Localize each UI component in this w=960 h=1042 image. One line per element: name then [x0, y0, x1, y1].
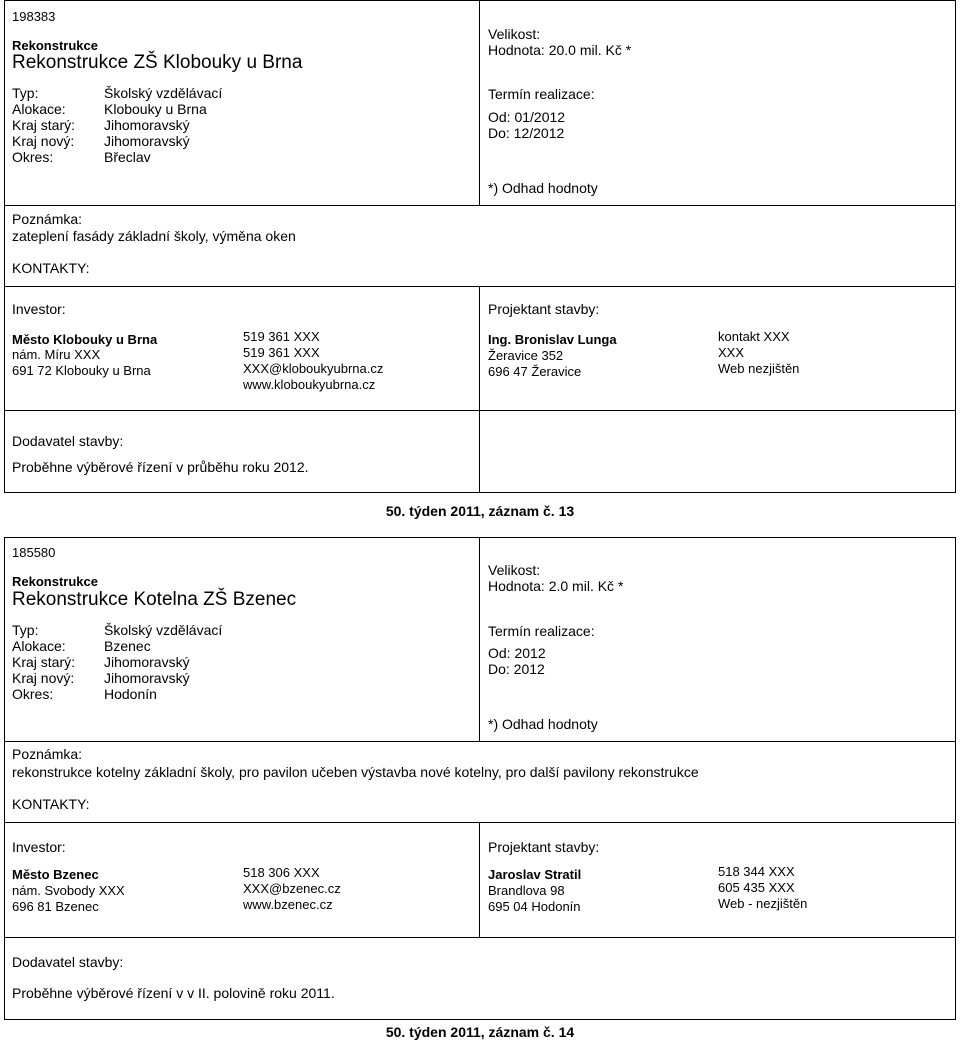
supplier-text: Proběhne výběrové řízení v v II. polovině roku 2011. — [12, 985, 335, 1001]
field-label-okres: Okres: — [12, 686, 54, 702]
field-value-kraj-novy: Jihomoravský — [104, 133, 190, 149]
size-label: Velikost: — [488, 562, 541, 578]
estimate-note: *) Odhad hodnoty — [488, 716, 598, 732]
header-divider — [4, 205, 956, 206]
investor-email: XXX@kloboukyubrna.cz — [243, 361, 384, 376]
field-label-kraj-stary: Kraj starý: — [12, 654, 76, 670]
header-vertical-divider — [479, 0, 480, 206]
contacts-label: KONTAKTY: — [12, 260, 90, 276]
designer-name: Ing. Bronislav Lunga — [488, 332, 617, 347]
designer-contact: Web nezjištěn — [718, 361, 800, 376]
designer-contact: 518 344 XXX — [718, 864, 795, 879]
field-label-kraj-novy: Kraj nový: — [12, 133, 75, 149]
contacts-vertical-divider — [479, 822, 480, 938]
designer-address-line: Brandlova 98 — [488, 883, 565, 898]
supplier-divider — [4, 410, 956, 411]
investor-address-line: 696 81 Bzenec — [12, 899, 99, 914]
designer-contact: kontakt XXX — [718, 329, 790, 344]
note-label: Poznámka: — [12, 746, 83, 762]
record-category: Rekonstrukce — [12, 38, 98, 53]
note-label: Poznámka: — [12, 211, 83, 227]
record-id: 198383 — [12, 9, 56, 24]
record-border-left — [4, 537, 5, 1020]
field-value-okres: Hodonín — [104, 686, 157, 702]
field-value-okres: Břeclav — [104, 149, 151, 165]
investor-phone: 519 361 XXX — [243, 329, 320, 344]
contacts-divider — [4, 822, 956, 823]
field-value-alokace: Klobouky u Brna — [104, 101, 207, 117]
field-label-kraj-stary: Kraj starý: — [12, 117, 76, 133]
field-value-kraj-stary: Jihomoravský — [104, 654, 190, 670]
investor-website: www.bzenec.cz — [243, 897, 333, 912]
header-vertical-divider — [479, 537, 480, 742]
record-footer: 50. týden 2011, záznam č. 14 — [385, 1024, 575, 1040]
designer-contact: Web - nezjištěn — [718, 896, 808, 911]
record-185580 — [4, 537, 956, 1027]
investor-address-line: nám. Svobody XXX — [12, 883, 125, 898]
contacts-divider — [4, 286, 956, 287]
designer-address-line: 695 04 Hodonín — [488, 899, 581, 914]
record-id: 185580 — [12, 545, 56, 560]
size-value: Hodnota: 20.0 mil. Kč * — [488, 42, 632, 58]
term-label: Termín realizace: — [488, 86, 595, 102]
field-label-alokace: Alokace: — [12, 638, 66, 654]
field-label-okres: Okres: — [12, 149, 54, 165]
designer-label: Projektant stavby: — [488, 839, 600, 855]
contacts-label: KONTAKTY: — [12, 796, 90, 812]
record-border-top — [4, 0, 956, 1]
record-title: Rekonstrukce ZŠ Klobouky u Brna — [12, 52, 303, 73]
record-border-top — [4, 537, 956, 538]
field-value-kraj-stary: Jihomoravský — [104, 117, 190, 133]
investor-address-line: nám. Míru XXX — [12, 347, 101, 362]
supplier-text: Proběhne výběrové řízení v průběhu roku 2012. — [12, 459, 309, 475]
term-label: Termín realizace: — [488, 623, 595, 639]
record-198383 — [4, 0, 956, 500]
header-divider — [4, 741, 956, 742]
field-label-typ: Typ: — [12, 85, 39, 101]
investor-name: Město Klobouky u Brna — [12, 332, 158, 347]
field-label-kraj-novy: Kraj nový: — [12, 670, 75, 686]
term-to: Do: 12/2012 — [488, 125, 565, 141]
investor-label: Investor: — [12, 301, 66, 317]
designer-name: Jaroslav Stratil — [488, 867, 582, 882]
record-border-right — [955, 0, 956, 493]
term-from: Od: 01/2012 — [488, 109, 566, 125]
designer-address-line: 696 47 Žeravice — [488, 364, 582, 379]
size-value: Hodnota: 2.0 mil. Kč * — [488, 578, 624, 594]
investor-phone: 518 306 XXX — [243, 865, 320, 880]
size-label: Velikost: — [488, 26, 541, 42]
field-value-kraj-novy: Jihomoravský — [104, 670, 190, 686]
designer-label: Projektant stavby: — [488, 301, 600, 317]
contacts-vertical-divider — [479, 286, 480, 493]
record-border-left — [4, 0, 5, 493]
record-border-bottom — [4, 1019, 956, 1020]
record-title: Rekonstrukce Kotelna ZŠ Bzenec — [12, 589, 297, 610]
field-value-typ: Školský vzdělávací — [104, 85, 223, 101]
designer-contact: 605 435 XXX — [718, 880, 795, 895]
field-value-alokace: Bzenec — [104, 638, 151, 654]
supplier-label: Dodavatel stavby: — [12, 954, 124, 970]
note-text: rekonstrukce kotelny základní školy, pro pavilon učeben výstavba nové kotelny, pro další pavilony rekonstrukce — [12, 764, 699, 780]
note-text: zateplení fasády základní školy, výměna oken — [12, 228, 296, 244]
supplier-label: Dodavatel stavby: — [12, 433, 124, 449]
record-footer: 50. týden 2011, záznam č. 13 — [385, 503, 575, 519]
investor-website: www.kloboukyubrna.cz — [243, 377, 376, 392]
record-border-right — [955, 537, 956, 1020]
investor-phone: 519 361 XXX — [243, 345, 320, 360]
term-from: Od: 2012 — [488, 645, 546, 661]
supplier-divider — [4, 937, 956, 938]
designer-contact: XXX — [718, 345, 745, 360]
investor-address-line: 691 72 Klobouky u Brna — [12, 363, 151, 378]
investor-name: Město Bzenec — [12, 867, 99, 882]
record-border-bottom — [4, 492, 956, 493]
record-category: Rekonstrukce — [12, 574, 98, 589]
field-value-typ: Školský vzdělávací — [104, 622, 223, 638]
investor-label: Investor: — [12, 839, 66, 855]
field-label-typ: Typ: — [12, 622, 39, 638]
field-label-alokace: Alokace: — [12, 101, 66, 117]
investor-email: XXX@bzenec.cz — [243, 881, 341, 896]
estimate-note: *) Odhad hodnoty — [488, 180, 598, 196]
designer-address-line: Žeravice 352 — [488, 348, 564, 363]
term-to: Do: 2012 — [488, 661, 545, 677]
